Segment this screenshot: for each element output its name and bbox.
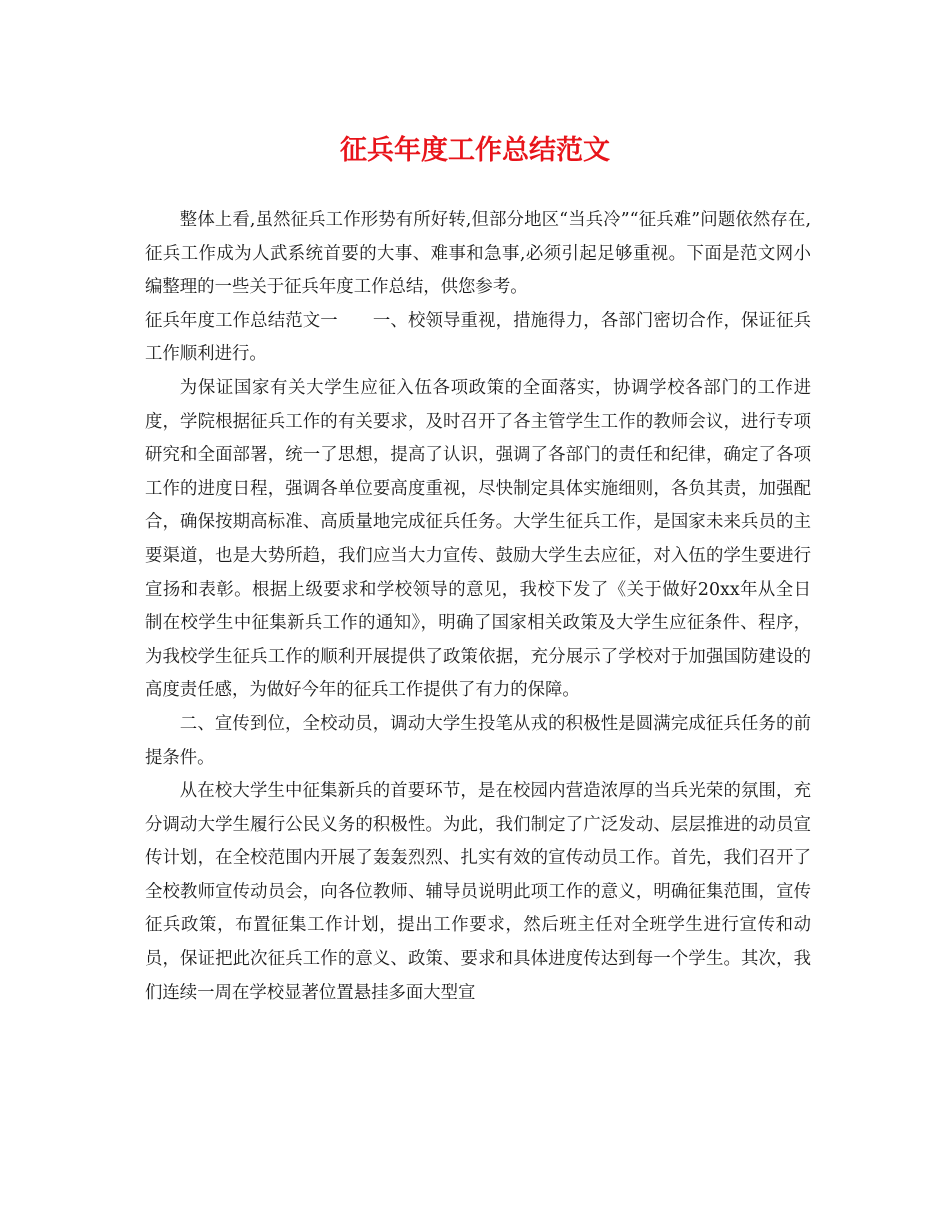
paragraph-policy: 为保证国家有关大学生应征入伍各项政策的全面落实，协调学校各部门的工作进度，学院根据征兵工作的有关要求，及时召开了各主管学生工作的教师会议，进行专项研究和全面部署，统一了思想，提高了认识，强调了各部门的责任和纪律，确定了各项工作的进度日程，强调各单位要高度重视，尽快制定具体实施细则，各负其责，加强配合，确保按期高标准、高质量地完成征兵任务。大学生征兵工作，是国家未来兵员的主要渠道，也是大势所趋，我们应当大力宣传、鼓励大学生去应征，对入伍的学生要进行宣扬和表彰。根据上级要求和学校领导的意见，我校下发了《关于做好20xx年从全日制在校学生中征集新兵工作的通知》，明确了国家相关政策及大学生应征条件、程序，为我校学生征兵工作的顺利开展提供了政策依据，充分展示了学校对于加强国防建设的高度责任感，为做好今年的征兵工作提供了有力的保障。 bbox=[145, 377, 811, 701]
paragraph-section-two-heading: 二、宣传到位，全校动员，调动大学生投笔从戎的积极性是圆满完成征兵任务的前提条件。 bbox=[145, 713, 811, 768]
document-title: 征兵年度工作总结范文 bbox=[340, 135, 610, 166]
document-body bbox=[145, 204, 811, 1010]
paragraph-mobilization: 从在校大学生中征集新兵的首要环节，是在校园内营造浓厚的当兵光荣的氛围，充分调动大学生履行公民义务的积极性。为此，我们制定了广泛发动、层层推进的动员宣传计划，在全校范围内开展了轰轰烈烈、扎实有效的宣传动员工作。首先，我们召开了全校教师宣传动员会，向各位教师、辅导员说明此项工作的意义，明确征集范围，宣传征兵政策，布置征集工作计划，提出工作要求，然后班主任对全班学生进行宣传和动员，保证把此次征兵工作的意义、政策、要求和具体进度传达到每一个学生。其次，我们连续一周在学校显著位置悬挂多面大型宣 bbox=[145, 781, 811, 1003]
paragraph-intro: 整体上看,虽然征兵工作形势有所好转,但部分地区“当兵冷”“征兵难”问题依然存在,征兵工作成为人武系统首要的大事、难事和急事,必须引起足够重视。下面是范文网小编整理的一些关于征兵年度工作总结，供您参考。 bbox=[145, 210, 811, 298]
paragraph-section-one-heading: 征兵年度工作总结范文一 一、校领导重视，措施得力，各部门密切合作，保证征兵工作顺利进行。 bbox=[145, 310, 811, 365]
